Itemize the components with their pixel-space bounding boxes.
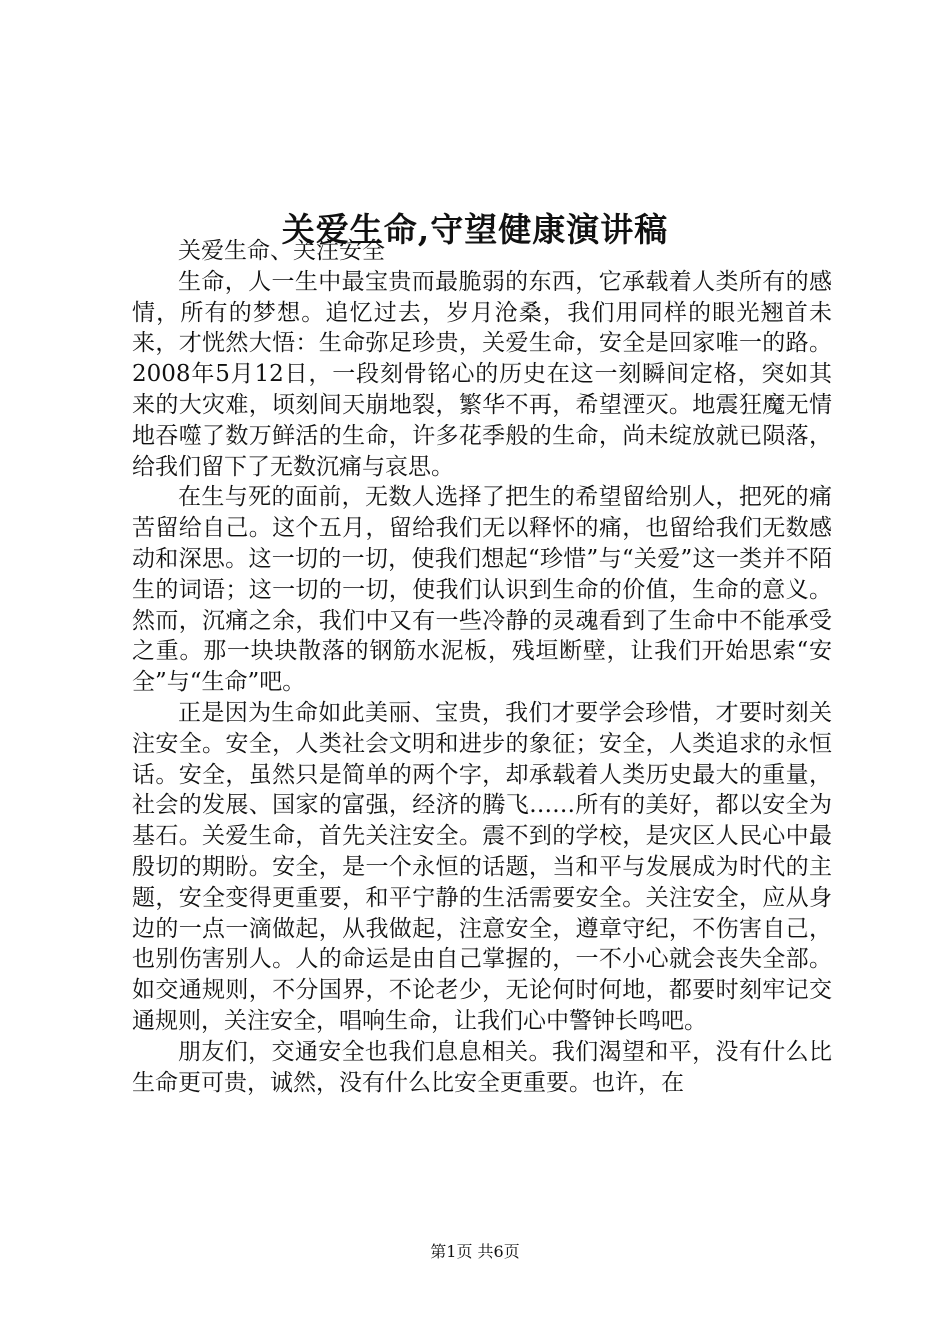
document-body xyxy=(132,236,832,1098)
page-number-footer: 第1页 共6页 xyxy=(430,1242,520,1261)
body-paragraph: 在生与死的面前，无数人选择了把生的希望留给别人，把死的痛苦留给自己。这个五月，留给我们无以释怀的痛，也留给我们无数感动和深思。这一切的一切，使我们想起“珍惜”与“关爱”这一类并不陌生的词语；这一切的一切，使我们认识到生命的价值，生命的意义。然而，沉痛之余，我们中又有一些冷静的灵魂看到了生命中不能承受之重。那一块块散落的钢筋水泥板，残垣断壁，让我们开始思索“安全”与“生命”吧。 xyxy=(132,484,832,696)
subtitle-paragraph: 关爱生命、关注安全 xyxy=(178,238,385,264)
body-paragraph: 朋友们，交通安全也我们息息相关。我们渴望和平，没有什么比生命更可贵，诚然，没有什么比安全更重要。也许，在 xyxy=(132,1038,832,1096)
body-paragraph: 正是因为生命如此美丽、宝贵，我们才要学会珍惜，才要时刻关注安全。安全，人类社会文明和进步的象征；安全，人类追求的永恒话。安全，虽然只是简单的两个字，却承载着人类历史最大的重量，社会的发展、国家的富强，经济的腾飞……所有的美好，都以安全为基石。关爱生命，首先关注安全。震不到的学校，是灾区人民心中最殷切的期盼。安全，是一个永恒的话题，当和平与发展成为时代的主题，安全变得更重要，和平宁静的生活需要安全。关注安全，应从身边的一点一滴做起，从我做起，注意安全，遵章守纪，不伤害自己，也别伤害别人。人的命运是由自己掌握的，一不小心就会丧失全部。如交通规则，不分国界，不论老少，无论何时何地，都要时刻牢记交通规则，关注安全，唱响生命，让我们心中警钟长鸣吧。 xyxy=(132,699,832,1034)
body-paragraph: 生命，人一生中最宝贵而最脆弱的东西，它承载着人类所有的感情，所有的梦想。追忆过去，岁月沧桑，我们用同样的眼光翘首未来，才恍然大悟：生命弥足珍贵，关爱生命，安全是回家唯一的路。2008年5月12日，一段刻骨铭心的历史在这一刻瞬间定格，突如其来的大灾难，顷刻间天崩地裂，繁华不再，希望湮灭。地震狂魔无情地吞噬了数万鲜活的生命，许多花季般的生命，尚未绽放就已陨落，给我们留下了无数沉痛与哀思。 xyxy=(132,268,832,480)
page-title: 关爱生命,守望健康演讲稿 xyxy=(281,210,669,250)
